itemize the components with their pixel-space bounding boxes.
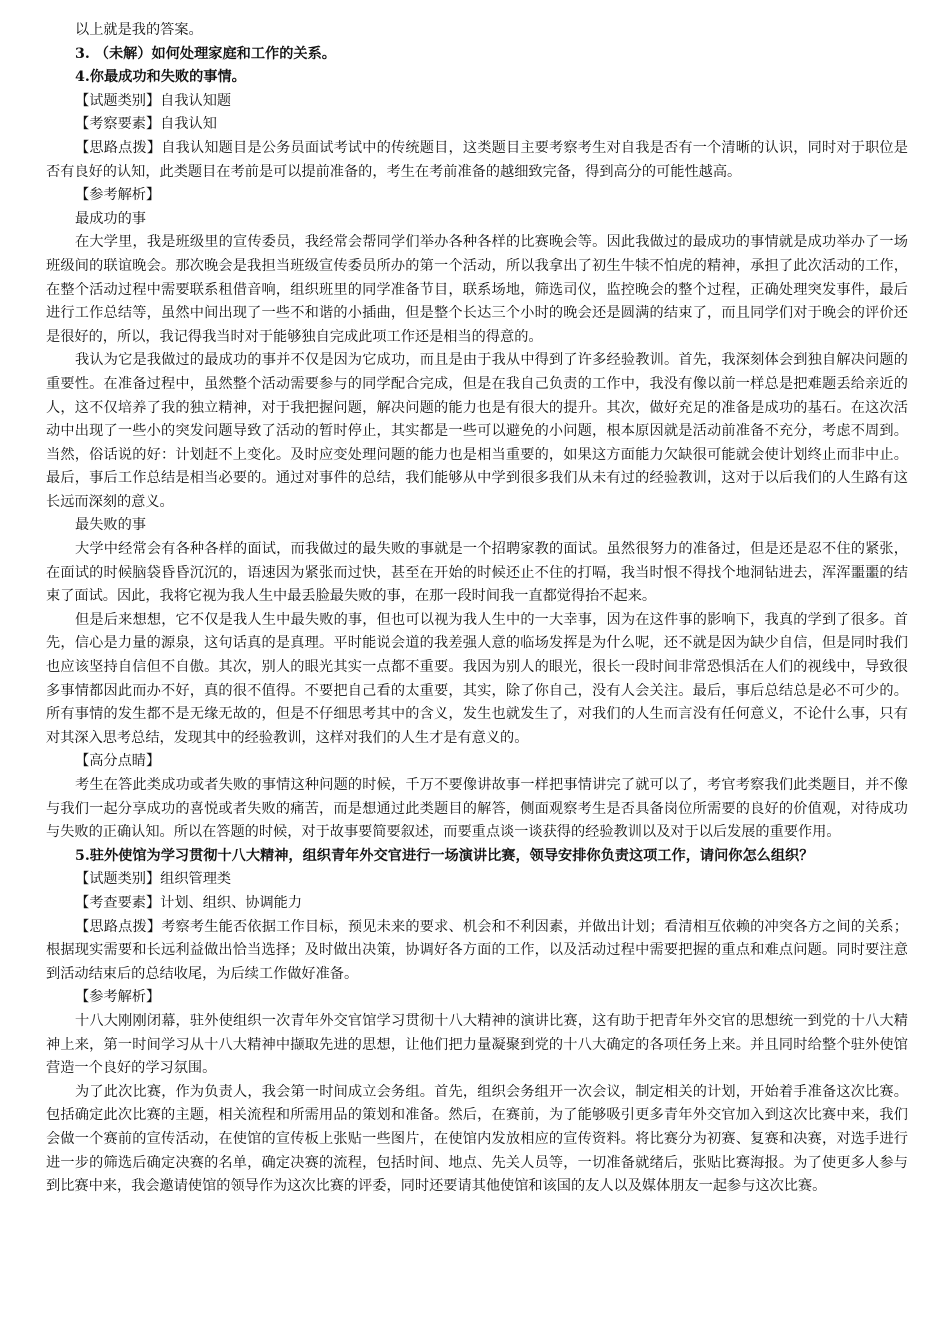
section-label: 【参考解析】 xyxy=(75,187,161,204)
section-label: 最成功的事 xyxy=(75,210,146,227)
body-paragraph: 【思路点拨】自我认知题目是公务员面试考试中的传统题目，这类题目主要考察考生对自我是否有一个清晰的认识，同时对于职位是否有良好的认知，此类题目在考前是可以提前准备的，考生在考前准备的越细致完备，得到高分的可能性越高。 xyxy=(46,139,908,180)
section-label: 【参考解析】 xyxy=(75,989,161,1006)
section-label: 【考查要素】计划、组织、协调能力 xyxy=(75,894,303,911)
section-label: 【考察要素】自我认知 xyxy=(75,116,217,133)
body-paragraph: 【思路点拨】考察考生能否依据工作目标，预见未来的要求、机会和不利因素，并做出计划；看清相互依赖的冲突各方之间的关系；根据现实需要和长远利益做出恰当选择；及时做出决策，协调好各方面的工作，以及活动过程中需要把握的重点和难点问题。同时要注意到活动结束后的总结收尾，为后续工作做好准备。 xyxy=(46,918,908,982)
question-heading: 5.驻外使馆为学习贯彻十八大精神，组织青年外交官进行一场演讲比赛，领导安排你负责这项工作，请问你怎么组织？ xyxy=(75,847,814,864)
section-label: 【高分点睛】 xyxy=(75,753,161,770)
question-heading: 4.你最成功和失败的事情。 xyxy=(75,69,246,86)
section-label: 以上就是我的答案。 xyxy=(75,22,203,38)
section-label: 【试题类别】组织管理类 xyxy=(75,871,232,888)
body-paragraph: 为了此次比赛，作为负责人，我会第一时间成立会务组。首先，组织会务组开一次会议，制定相关的计划，开始着手准备这次比赛。包括确定此次比赛的主题，相关流程和所需用品的策划和准备。然后，在赛前，为了能够吸引更多青年外交官加入到这次比赛中来，我们会做一个赛前的宣传活动，在使馆的宣传板上张贴一些图片，在使馆内发放相应的宣传资料。将比赛分为初赛、复赛和决赛，对选手进行进一步的筛选后确定决赛的名单，确定决赛的流程，包括时间、地点、先关人员等，一切准备就绪后，张贴比赛海报。为了使更多人参与到比赛中来，我会邀请使馆的领导作为这次比赛的评委，同时还要请其他使馆和该国的友人以及媒体朋友一起参与这次比赛。 xyxy=(46,1083,908,1195)
body-paragraph: 在大学里，我是班级里的宣传委员，我经常会帮同学们举办各种各样的比赛晚会等。因此我做过的最成功的事情就是成功举办了一场班级间的联谊晚会。那次晚会是我担当班级宣传委员所办的第一个活动，所以我拿出了初生牛犊不怕虎的精神，承担了此次活动的工作，在整个活动过程中需要联系租借音响，组织班里的同学准备节目，联系场地，筛选司仪，监控晚会的整个过程，正确处理突发事件，最后进行工作总结等，虽然中间出现了一些不和谐的小插曲，但是整个长达三个小时的晚会还是圆满的结束了，而且同学们对于晚会的评价还是很好的，所以，我记得我当时对于能够独自完成此项工作还是相当的得意的。 xyxy=(46,234,908,345)
body-paragraph: 大学中经常会有各种各样的面试，而我做过的最失败的事就是一个招聘家教的面试。虽然很努力的准备过，但是还是忍不住的紧张，在面试的时候脑袋昏昏沉沉的，语速因为紧张而过快，甚至在开始的时候还止不住的打嗝，我当时恨不得找个地洞钻进去，浑浑噩噩的结束了面试。因此，我将它视为我人生中最丢脸最失败的事，在那一段时间我一直都觉得抬不起来。 xyxy=(46,541,908,605)
section-label: 最失败的事 xyxy=(75,517,146,534)
body-paragraph: 考生在答此类成功或者失败的事情这种问题的时候，千万不要像讲故事一样把事情讲完了就可以了，考官考察我们此类题目，并不像与我们一起分享成功的喜悦或者失败的痛苦，而是想通过此类题目的解答，侧面观察考生是否具备岗位所需要的良好的价值观，对待成功与失败的正确认知。所以在答题的时候，对于故事要简要叙述，而要重点谈一谈获得的经验教训以及对于以后发展的重要作用。 xyxy=(46,777,908,841)
body-paragraph: 但是后来想想，它不仅是我人生中最失败的事，但也可以视为我人生中的一大幸事，因为在这件事的影响下，我真的学到了很多。首先，信心是力量的源泉，这句话真的是真理。平时能说会道的我差强人意的临场发挥是为什么呢，还不就是因为缺少自信，但是同时我们也应该坚持自信但不自傲。其次，别人的眼光其实一点都不重要。我因为别人的眼光，很长一段时间非常恐惧活在人们的视线中，导致很多事情都因此而办不好，真的很不值得。不要把自己看的太重要，其实，除了你自己，没有人会关注。最后，事后总结总是必不可少的。所有事情的发生都不是无缘无故的，但是不仔细思考其中的含义，发生也就发生了，对我们的人生而言没有任何意义，不论什么事，只有对其深入思考总结，发现其中的经验教训，这样对我们的人生才是有意义的。 xyxy=(46,611,908,746)
body-paragraph: 十八大刚刚闭幕，驻外使组织一次青年外交官馆学习贯彻十八大精神的演讲比赛，这有助于把青年外交官的思想统一到党的十八大精神上来，第一时间学习从十八大精神中撷取先进的思想，让他们把力量凝聚到党的十八大确定的各项任务上来。并且同时给整个驻外使馆营造一个良好的学习氛围。 xyxy=(46,1012,908,1077)
section-label: 【试题类别】自我认知题 xyxy=(75,92,232,109)
document-body xyxy=(46,19,908,1199)
question-heading: 3. （未解）如何处理家庭和工作的关系。 xyxy=(75,45,336,62)
body-paragraph: 我认为它是我做过的最成功的事并不仅是因为它成功，而且是由于我从中得到了许多经验教训。首先，我深刻体会到独自解决问题的重要性。在准备过程中，虽然整个活动需要参与的同学配合完成，但是在我自己负责的工作中，我没有像以前一样总是把难题丢给亲近的人，这不仅培养了我的独立精神，对于我把握问题，解决问题的能力也是有很大的提升。其次，做好充足的准备是成功的基石。在这次活动中出现了一些小的突发问题导致了活动的暂时停止，其实都是一些可以避免的小问题，根本原因就是活动前准备不充分，考虑不周到。当然，俗话说的好：计划赶不上变化。及时应变处理问题的能力也是相当重要的，如果这方面能力欠缺很可能就会使计划终止而非中止。最后，事后工作总结是相当必要的。通过对事件的总结，我们能够从中学到很多我们从未有过的经验教训，这对于以后我们的人生路有这长远而深刻的意义。 xyxy=(46,352,908,510)
